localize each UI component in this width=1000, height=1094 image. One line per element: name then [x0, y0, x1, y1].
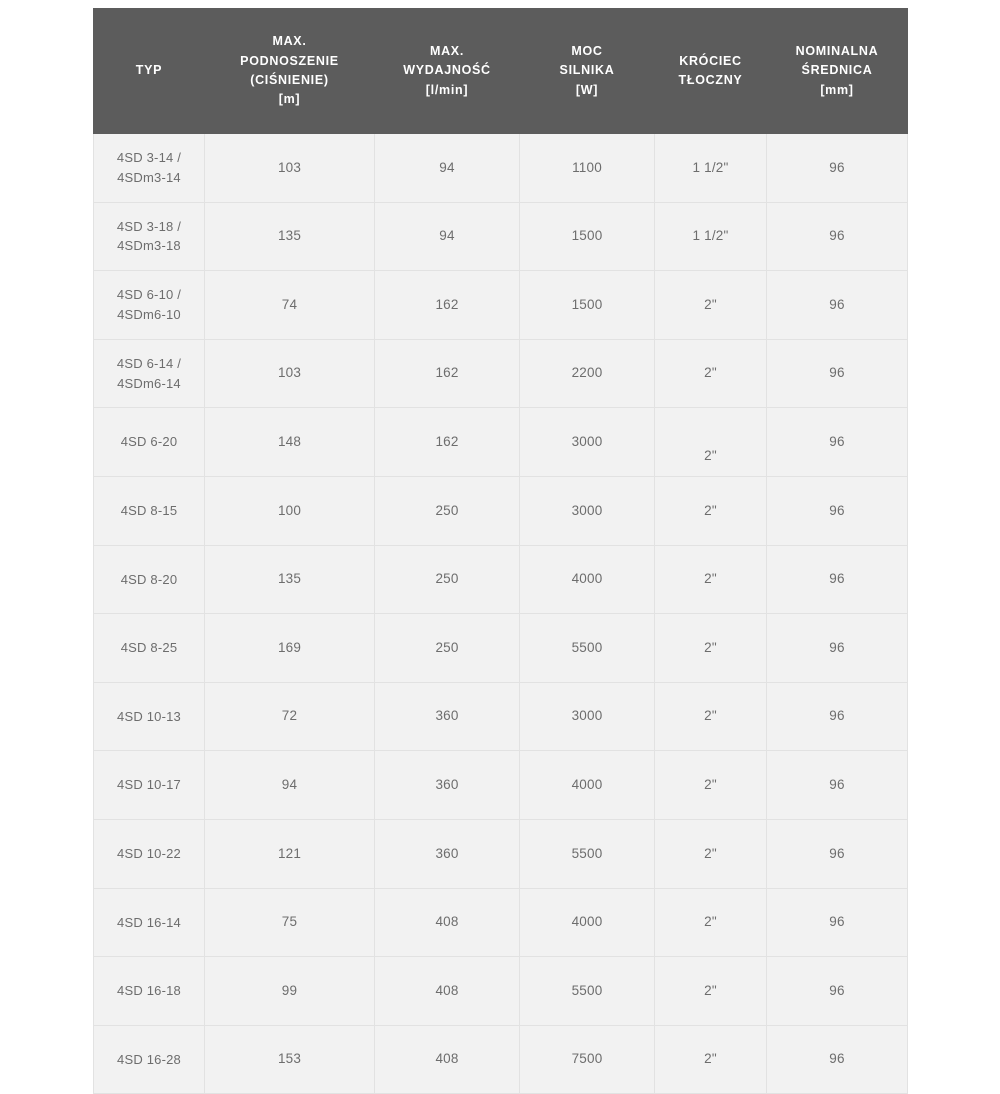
column-header-port [655, 9, 767, 134]
cell-typ [94, 1025, 205, 1094]
column-header-power [520, 9, 655, 134]
cell-typ-line: 4SD 3-18 / [116, 218, 182, 234]
cell-motor-power [520, 134, 655, 203]
table-row [94, 1025, 908, 1094]
column-header-head [205, 9, 375, 134]
column-header-line: TYP [135, 63, 163, 78]
cell-max-flow-value: 408 [435, 1051, 459, 1067]
table-body [94, 134, 908, 1094]
cell-typ [94, 339, 205, 408]
cell-max-head-value: 135 [277, 228, 302, 244]
cell-motor-power [520, 751, 655, 820]
cell-nominal-diameter-value: 96 [829, 914, 845, 930]
cell-typ-line: 4SDm6-14 [117, 375, 181, 391]
cell-max-flow [375, 408, 520, 477]
cell-discharge-port [655, 134, 767, 203]
cell-typ [94, 545, 205, 614]
table-row [94, 545, 908, 614]
cell-typ [94, 408, 205, 477]
cell-typ [94, 614, 205, 683]
cell-max-head-value: 148 [277, 434, 302, 450]
cell-max-flow [375, 134, 520, 203]
cell-motor-power-value: 4000 [571, 914, 603, 930]
cell-discharge-port [655, 202, 767, 271]
cell-max-head [205, 682, 375, 751]
cell-motor-power-value: 3000 [571, 502, 603, 518]
cell-max-head-value: 153 [277, 1051, 302, 1067]
cell-discharge-port [655, 476, 767, 545]
cell-typ-line: 4SD 6-14 / [116, 356, 182, 372]
cell-discharge-port [655, 682, 767, 751]
cell-motor-power [520, 339, 655, 408]
cell-typ-line: 4SD 8-15 [120, 503, 178, 519]
cell-nominal-diameter [767, 339, 908, 408]
cell-max-head [205, 888, 375, 957]
cell-max-head-value: 72 [281, 708, 298, 724]
cell-nominal-diameter [767, 202, 908, 271]
cell-discharge-port-value: 2" [704, 845, 717, 861]
cell-discharge-port-value: 1 1/2" [692, 159, 729, 175]
cell-max-flow [375, 1025, 520, 1094]
cell-discharge-port [655, 614, 767, 683]
cell-max-flow-value: 162 [435, 434, 459, 450]
cell-nominal-diameter [767, 888, 908, 957]
cell-discharge-port [655, 751, 767, 820]
cell-max-head-value: 100 [277, 502, 302, 518]
column-header-line: TŁOCZNY [678, 73, 743, 87]
column-header-line: MAX. [429, 43, 465, 58]
cell-motor-power [520, 682, 655, 751]
cell-typ-line: 4SD 8-25 [120, 640, 178, 656]
cell-typ-line: 4SD 10-17 [117, 777, 181, 793]
cell-max-flow-value: 250 [435, 639, 459, 655]
cell-max-head [205, 271, 375, 340]
cell-max-flow-value: 250 [435, 571, 459, 587]
cell-discharge-port [655, 271, 767, 340]
cell-max-head [205, 751, 375, 820]
cell-max-head [205, 134, 375, 203]
cell-typ-line: 4SDm3-18 [117, 238, 181, 254]
cell-nominal-diameter [767, 134, 908, 203]
cell-typ [94, 134, 205, 203]
cell-max-flow [375, 545, 520, 614]
column-header-line: [m] [278, 92, 301, 107]
cell-nominal-diameter-value: 96 [829, 296, 845, 312]
cell-nominal-diameter [767, 408, 908, 477]
cell-discharge-port-value: 1 1/2" [692, 228, 729, 244]
cell-discharge-port [655, 888, 767, 957]
cell-max-flow-value: 360 [435, 708, 459, 724]
cell-max-flow-value: 360 [435, 845, 459, 861]
cell-max-head [205, 545, 375, 614]
cell-max-flow [375, 888, 520, 957]
cell-typ-line: 4SD 3-14 / [116, 150, 182, 166]
cell-nominal-diameter-value: 96 [829, 571, 845, 587]
cell-max-head [205, 957, 375, 1026]
cell-nominal-diameter [767, 476, 908, 545]
cell-discharge-port-value: 2" [704, 777, 717, 793]
cell-discharge-port [655, 545, 767, 614]
column-header-line: [W] [575, 82, 599, 97]
cell-max-head [205, 1025, 375, 1094]
cell-discharge-port-value: 2" [704, 914, 717, 930]
cell-motor-power-value: 3000 [571, 708, 603, 724]
cell-nominal-diameter-value: 96 [829, 228, 845, 244]
cell-motor-power [520, 476, 655, 545]
table-row [94, 408, 908, 477]
cell-typ [94, 888, 205, 957]
table-row [94, 271, 908, 340]
table-row [94, 339, 908, 408]
column-header-line: MAX. [272, 34, 307, 49]
cell-max-head [205, 339, 375, 408]
cell-max-flow [375, 271, 520, 340]
cell-typ [94, 476, 205, 545]
cell-motor-power [520, 545, 655, 614]
cell-max-flow [375, 476, 520, 545]
cell-max-flow [375, 751, 520, 820]
cell-motor-power-value: 3000 [571, 434, 603, 450]
table-row [94, 819, 908, 888]
column-header-typ [94, 9, 205, 134]
cell-motor-power [520, 957, 655, 1026]
cell-max-head-value: 75 [281, 914, 298, 930]
column-header-line: PODNOSZENIE [240, 53, 339, 68]
cell-nominal-diameter-value: 96 [829, 502, 845, 518]
cell-max-head [205, 614, 375, 683]
cell-max-flow-value: 94 [439, 228, 455, 244]
cell-discharge-port-value: 2" [704, 502, 717, 518]
cell-discharge-port [655, 1025, 767, 1094]
cell-nominal-diameter-value: 96 [829, 845, 845, 861]
table-header-row [94, 9, 908, 134]
table-row [94, 614, 908, 683]
cell-max-flow [375, 614, 520, 683]
cell-max-head-value: 121 [277, 845, 302, 861]
column-header-line: (CIŚNIENIE) [250, 73, 329, 87]
spec-table-container [93, 8, 907, 1094]
cell-nominal-diameter [767, 957, 908, 1026]
cell-motor-power-value: 1500 [571, 296, 603, 312]
cell-nominal-diameter-value: 96 [829, 1051, 845, 1067]
cell-max-head [205, 408, 375, 477]
cell-nominal-diameter [767, 819, 908, 888]
cell-discharge-port-value: 2" [704, 1051, 717, 1067]
cell-discharge-port-value: 2" [704, 982, 717, 998]
cell-typ-line: 4SD 16-28 [117, 1051, 181, 1067]
cell-discharge-port-value: 2" [704, 296, 717, 312]
cell-motor-power [520, 819, 655, 888]
cell-nominal-diameter-value: 96 [829, 708, 845, 724]
cell-typ-line: 4SD 10-13 [117, 708, 181, 724]
column-header-diameter [767, 9, 908, 134]
cell-max-head-value: 103 [277, 159, 302, 175]
column-header-line: KRÓCIEC [679, 53, 742, 68]
cell-max-flow [375, 339, 520, 408]
cell-max-flow-value: 94 [439, 159, 455, 175]
cell-max-flow-value: 408 [435, 982, 459, 998]
cell-typ-line: 4SD 10-22 [117, 845, 181, 861]
cell-motor-power-value: 4000 [571, 777, 603, 793]
table-row [94, 202, 908, 271]
cell-typ [94, 819, 205, 888]
cell-nominal-diameter [767, 682, 908, 751]
cell-motor-power [520, 614, 655, 683]
cell-typ-line: 4SDm6-10 [117, 306, 181, 322]
cell-max-flow [375, 682, 520, 751]
cell-max-head [205, 819, 375, 888]
cell-max-head-value: 99 [281, 982, 298, 998]
cell-motor-power [520, 888, 655, 957]
cell-typ [94, 751, 205, 820]
cell-max-head [205, 476, 375, 545]
cell-discharge-port [655, 819, 767, 888]
column-header-line: SILNIKA [559, 63, 615, 78]
cell-typ-line: 4SD 8-20 [120, 571, 178, 587]
cell-max-head-value: 94 [281, 777, 298, 793]
table-row [94, 476, 908, 545]
cell-typ [94, 202, 205, 271]
cell-motor-power-value: 5500 [571, 639, 603, 655]
cell-nominal-diameter [767, 1025, 908, 1094]
cell-max-flow-value: 360 [435, 777, 459, 793]
cell-nominal-diameter-value: 96 [829, 159, 845, 175]
cell-max-flow-value: 408 [435, 914, 459, 930]
pump-specification-table [93, 8, 908, 1094]
cell-motor-power [520, 1025, 655, 1094]
table-row [94, 751, 908, 820]
cell-nominal-diameter [767, 271, 908, 340]
column-header-line: NOMINALNA [795, 43, 879, 58]
column-header-line: WYDAJNOŚĆ [403, 63, 491, 78]
cell-max-head-value: 103 [277, 365, 302, 381]
cell-discharge-port [655, 339, 767, 408]
cell-motor-power-value: 1100 [572, 159, 602, 175]
cell-max-head-value: 135 [277, 571, 302, 587]
cell-nominal-diameter-value: 96 [829, 365, 845, 381]
cell-discharge-port-value: 2" [704, 639, 717, 655]
cell-motor-power-value: 5500 [571, 982, 603, 998]
cell-max-flow-value: 162 [435, 296, 459, 312]
cell-typ [94, 271, 205, 340]
cell-nominal-diameter-value: 96 [829, 639, 845, 655]
cell-typ-line: 4SD 6-10 / [116, 287, 182, 303]
cell-nominal-diameter [767, 545, 908, 614]
cell-motor-power [520, 271, 655, 340]
cell-nominal-diameter-value: 96 [829, 434, 845, 450]
column-header-line: ŚREDNICA [801, 63, 873, 78]
column-header-flow [375, 9, 520, 134]
cell-max-flow-value: 250 [435, 502, 459, 518]
cell-nominal-diameter-value: 96 [829, 982, 845, 998]
cell-motor-power-value: 4000 [571, 571, 603, 587]
cell-motor-power [520, 408, 655, 477]
cell-discharge-port-value: 2" [704, 571, 717, 587]
cell-nominal-diameter [767, 614, 908, 683]
cell-discharge-port [655, 957, 767, 1026]
cell-motor-power-value: 5500 [571, 845, 603, 861]
cell-max-flow [375, 819, 520, 888]
cell-motor-power-value: 7500 [571, 1051, 603, 1067]
cell-max-head-value: 169 [277, 639, 302, 655]
cell-motor-power-value: 1500 [571, 228, 603, 244]
cell-max-head [205, 202, 375, 271]
cell-max-flow [375, 202, 520, 271]
cell-max-head-value: 74 [281, 296, 298, 312]
cell-max-flow-value: 162 [435, 365, 459, 381]
table-row [94, 134, 908, 203]
cell-motor-power-value: 2200 [571, 365, 603, 381]
cell-motor-power [520, 202, 655, 271]
cell-discharge-port-value: 2" [704, 365, 717, 381]
cell-typ-line: 4SD 16-18 [117, 983, 181, 999]
cell-typ-line: 4SDm3-14 [117, 169, 181, 185]
cell-nominal-diameter-value: 96 [829, 777, 845, 793]
column-header-line: [l/min] [425, 82, 469, 97]
table-row [94, 957, 908, 1026]
table-row [94, 888, 908, 957]
cell-typ [94, 957, 205, 1026]
cell-discharge-port-value: 2" [704, 448, 717, 464]
cell-max-flow [375, 957, 520, 1026]
cell-typ-line: 4SD 16-14 [117, 914, 181, 930]
table-header [94, 9, 908, 134]
cell-typ-line: 4SD 6-20 [120, 434, 178, 450]
column-header-line: [mm] [820, 82, 854, 97]
cell-nominal-diameter [767, 751, 908, 820]
cell-discharge-port-value: 2" [704, 708, 717, 724]
cell-discharge-port [655, 408, 767, 477]
cell-typ [94, 682, 205, 751]
column-header-line: MOC [571, 43, 603, 58]
table-row [94, 682, 908, 751]
